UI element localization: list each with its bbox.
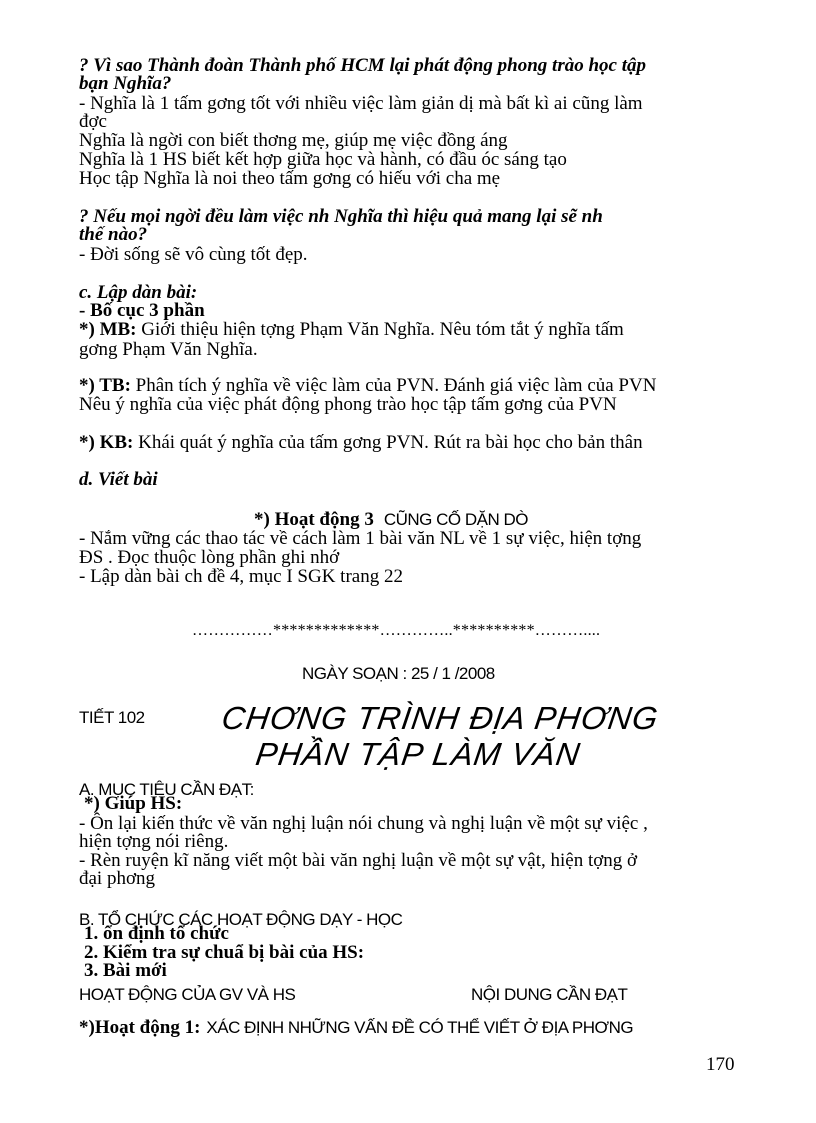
answer-1-line-1: - Nghĩa là 1 tấm gơng tốt với nhiều việc làm giản dị mà bất kì ai cũng làm — [79, 93, 643, 114]
tb-text: Phân tích ý nghĩa về việc làm của PVN. Đánh giá việc làm của PVN — [130, 375, 657, 396]
answer-2: - Đời sống sẽ vô cùng tốt đẹp. — [79, 244, 308, 265]
question-2-line-1: ? Nếu mọi ngời đều làm việc nh Nghĩa thì hiệu quả mang lại sẽ nh — [79, 206, 603, 227]
outline-mb-line-1 — [79, 320, 624, 340]
question-1-line-1: ? Vì sao Thành đoàn Thành phố HCM lại phát động phong trào học tập — [79, 55, 646, 76]
tb-label: *) TB: — [79, 375, 131, 396]
column-header-content: NỘI DUNG CẦN ĐẠT — [471, 985, 628, 1004]
outline-kb-line — [79, 433, 643, 453]
outline-mb-line-2: gơng Phạm Văn Nghĩa. — [79, 339, 258, 360]
section-a-line-1: - Ôn lại kiến thức về văn nghị luận nói chung và nghị luận về một sự việc , — [79, 813, 648, 834]
activity-3-label: *) Hoạt động 3 — [254, 509, 374, 530]
section-b-item-3: 3. Bài mới — [84, 960, 167, 981]
separator-line: ……………*************…………..**********……….... — [192, 622, 601, 639]
section-a-heading: A. MỤC TIÊU CẦN ĐẠT: — [79, 780, 254, 799]
outline-tb-line-2: Nêu ý nghĩa của việc phát động phong trào học tập tấm gơng của PVN — [79, 394, 617, 415]
outline-structure: - Bố cục 3 phần — [79, 300, 205, 321]
outline-tb-line-1 — [79, 376, 656, 396]
activity-3-line-2: ĐS . Đọc thuộc lòng phần ghi nhớ — [79, 547, 340, 568]
page-number: 170 — [706, 1054, 735, 1075]
date-line: NGÀY SOẠN : 25 / 1 /2008 — [302, 664, 495, 683]
activity-1-title: XÁC ĐỊNH NHỮNG VẤN ĐỀ CÓ THỂ VIẾT Ở ĐỊA PHƠNG — [206, 1018, 634, 1037]
kb-label: *) KB: — [79, 432, 134, 453]
section-b-heading: B. TỔ CHỨC CÁC HOẠT ĐỘNG DẠY - HỌC — [79, 910, 403, 929]
answer-1-line-5: Học tập Nghĩa là noi theo tấm gơng có hiếu với cha mẹ — [79, 168, 501, 189]
section-a-line-3: - Rèn ruyện kĩ năng viết một bài văn nghị luận về một sự vật, hiện tợng ở — [79, 850, 638, 871]
activity-3-line-3: - Lập dàn bài ch đề 4, mục I SGK trang 22 — [79, 566, 403, 587]
activity-3-line-1: - Nắm vững các thao tác về cách làm 1 bài văn NL về 1 sự việc, hiện tợng — [79, 528, 642, 549]
lesson-title-line-2: PHẦN TẬP LÀM VĂN — [253, 736, 583, 772]
activity-1-label: *)Hoạt động 1: — [79, 1017, 201, 1038]
column-header-activities: HOẠT ĐỘNG CỦA GV VÀ HS — [79, 985, 296, 1004]
section-a-line-2: hiện tợng nói riêng. — [79, 831, 229, 852]
activity-3-title: CŨNG CỐ DẶN DÒ — [383, 510, 528, 529]
section-b-item-1: 1. ổn định tổ chức — [84, 923, 229, 944]
kb-text: Khái quát ý nghĩa của tấm gơng PVN. Rút ra bài học cho bản thân — [133, 432, 643, 453]
lesson-number: TIẾT 102 — [79, 708, 145, 727]
activity-1-heading — [79, 1018, 633, 1038]
answer-1-line-2: đợc — [79, 111, 107, 132]
section-b-item-2: 2. Kiểm tra sự chuẩ bị bài của HS: — [84, 942, 365, 963]
section-a-help: *) Giúp HS: — [84, 793, 183, 814]
mb-label: *) MB: — [79, 319, 137, 340]
section-a-line-4: đại phơng — [79, 868, 156, 889]
activity-3-heading — [254, 510, 528, 530]
lesson-title-line-1: CHƠNG TRÌNH ĐỊA PHƠNG — [219, 700, 661, 736]
question-2-line-2: thế nào? — [79, 224, 148, 245]
write-heading: d. Viết bài — [79, 469, 158, 490]
outline-heading: c. Lập dàn bài: — [79, 282, 198, 303]
question-1-line-2: bạn Nghĩa? — [79, 73, 172, 94]
mb-text: Giới thiệu hiện tợng Phạm Văn Nghĩa. Nêu tóm tắt ý nghĩa tấm — [136, 319, 624, 340]
answer-1-line-3: Nghĩa là ngời con biết thơng mẹ, giúp mẹ việc đồng áng — [79, 130, 508, 151]
answer-1-line-4: Nghĩa là 1 HS biết kết hợp giữa học và hành, có đầu óc sáng tạo — [79, 149, 567, 170]
